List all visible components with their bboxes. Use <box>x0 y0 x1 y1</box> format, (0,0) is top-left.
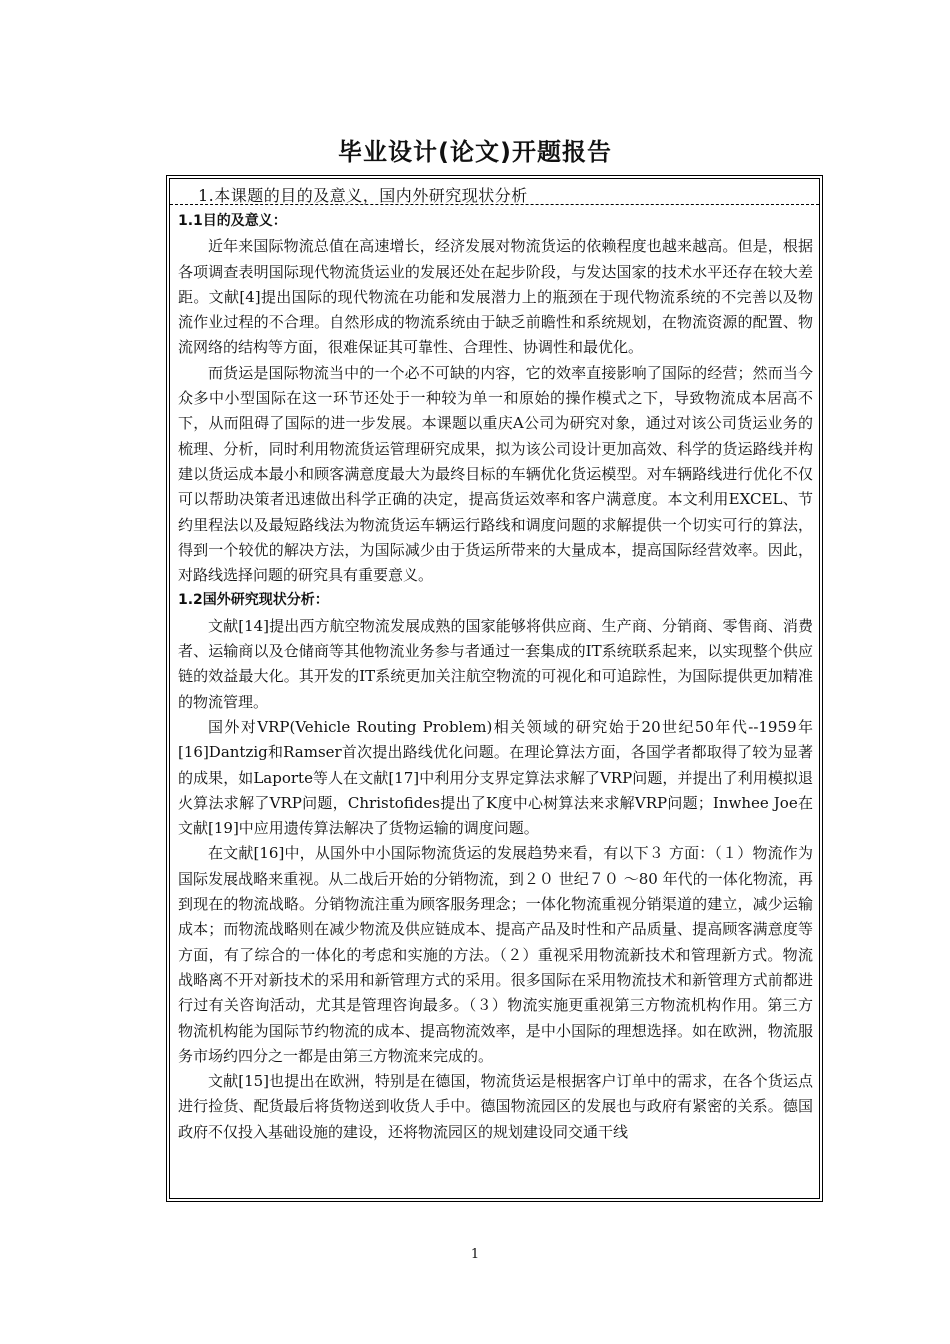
section-divider <box>170 204 819 205</box>
report-frame <box>166 175 823 1202</box>
report-body <box>178 209 813 1198</box>
paragraph: 近年来国际物流总值在高速增长，经济发展对物流货运的依赖程度也越来越高。但是，根据各项调查表明国际现代物流货运业的发展还处在起步阶段，与发达国家的技术水平还存在较大差距。文献[4]提出国际的现代物流在功能和发展潜力上的瓶颈在于现代物流系统的不完善以及物流作业过程的不合理。自然形成的物流系统由于缺乏前瞻性和系统规划，在物流资源的配置、物流网络的结构等方面，很难保证其可靠性、合理性、协调性和最优化。 <box>178 237 813 357</box>
paragraph: 国外对VRP(Vehicle Routing Problem)相关领域的研究始于20世纪50年代--1959年[16]Dantzig和Ramser首次提出路线优化问题。在理论算法方面，各国学者都取得了较为显著的成果，如Laporte等人在文献[17]中利用分支界定算法求解了VRP问题，并提出了利用模拟退火算法求解了VRP问题，Christofides提出了K度中心树算法来求解VRP问题；Inwhee Joe在文献[19]中应用遗传算法解决了货物运输的调度问题。 <box>178 717 813 838</box>
subheading-foreign-research: 1.2国外研究现状分析： <box>178 592 329 609</box>
section-heading: 1.本课题的目的及意义，国内外研究现状分析 <box>198 186 528 205</box>
paragraph: 而货运是国际物流当中的一个必不可缺的内容，它的效率直接影响了国际的经营；然而当今众多中小型国际在这一环节还处于一种较为单一和原始的操作模式之下，导致物流成本居高不下，从而阻碍了国际的进一步发展。本课题以重庆A公司为研究对象，通过对该公司货运业务的梳理、分析，同时利用物流货运管理研究成果，拟为该公司设计更加高效、科学的货运路线并构建以货运成本最小和顾客满意度最大为最终目标的车辆优化货运模型。对车辆路线进行优化不仅可以帮助决策者迅速做出科学正确的决定，提高货运效率和客户满意度。本文利用EXCEL、节约里程法以及最短路线法为物流货运车辆运行路线和调度问题的求解提供一个切实可行的算法，得到一个较优的解决方法，为国际减少由于货运所带来的大量成本，提高国际经营效率。因此，对路线选择问题的研究具有重要意义。 <box>178 363 813 585</box>
subheading-purpose: 1.1目的及意义： <box>178 213 287 229</box>
paragraph: 文献[15]也提出在欧洲，特别是在德国，物流货运是根据客户订单中的需求，在各个货运点进行捡货、配货最后将货物送到收货人手中。德国物流园区的发展也与政府有紧密的关系。德国政府不仅投入基础设施的建设，还将物流园区的规划建设同交通干线 <box>178 1072 813 1141</box>
page-number: 1 <box>470 1247 480 1262</box>
paragraph: 在文献[16]中，从国外中小国际物流货运的发展趋势来看，有以下３ 方面：（１）物流作为国际发展战略来重视。从二战后开始的分销物流，到２０ 世纪７０ ～80 年代的一体化物流，再到现在的物流战略。分销物流注重为顾客服务理念；一体化物流重视分销渠道的建立，减少运输成本；而物流战略则在减少物流及供应链成本、提高产品及时性和产品质量、提高顾客满意度等方面，有了综合的一体化的考虑和实施的方法。（２）重视采用物流新技术和管理新方式。物流战略离不开对新技术的采用和新管理方式的采用。很多国际在采用物流技术和新管理方式前都进行过有关咨询活动，尤其是管理咨询最多。（３）物流实施更重视第三方物流机构作用。第三方物流机构能为国际节约物流的成本、提高物流效率，是中小国际的理想选择。如在欧洲，物流服务市场约四分之一都是由第三方物流来完成的。 <box>178 844 813 1065</box>
paragraph: 文献[14]提出西方航空物流发展成熟的国家能够将供应商、生产商、分销商、零售商、消费者、运输商以及仓储商等其他物流业务参与者通过一套集成的IT系统联系起来，以实现整个供应链的效益最大化。其开发的IT系统更加关注航空物流的可视化和可追踪性，为国际提供更加精准的物流管理。 <box>178 616 813 711</box>
report-frame-inner <box>169 178 820 1199</box>
report-title: 毕业设计(论文)开题报告 <box>338 138 612 166</box>
